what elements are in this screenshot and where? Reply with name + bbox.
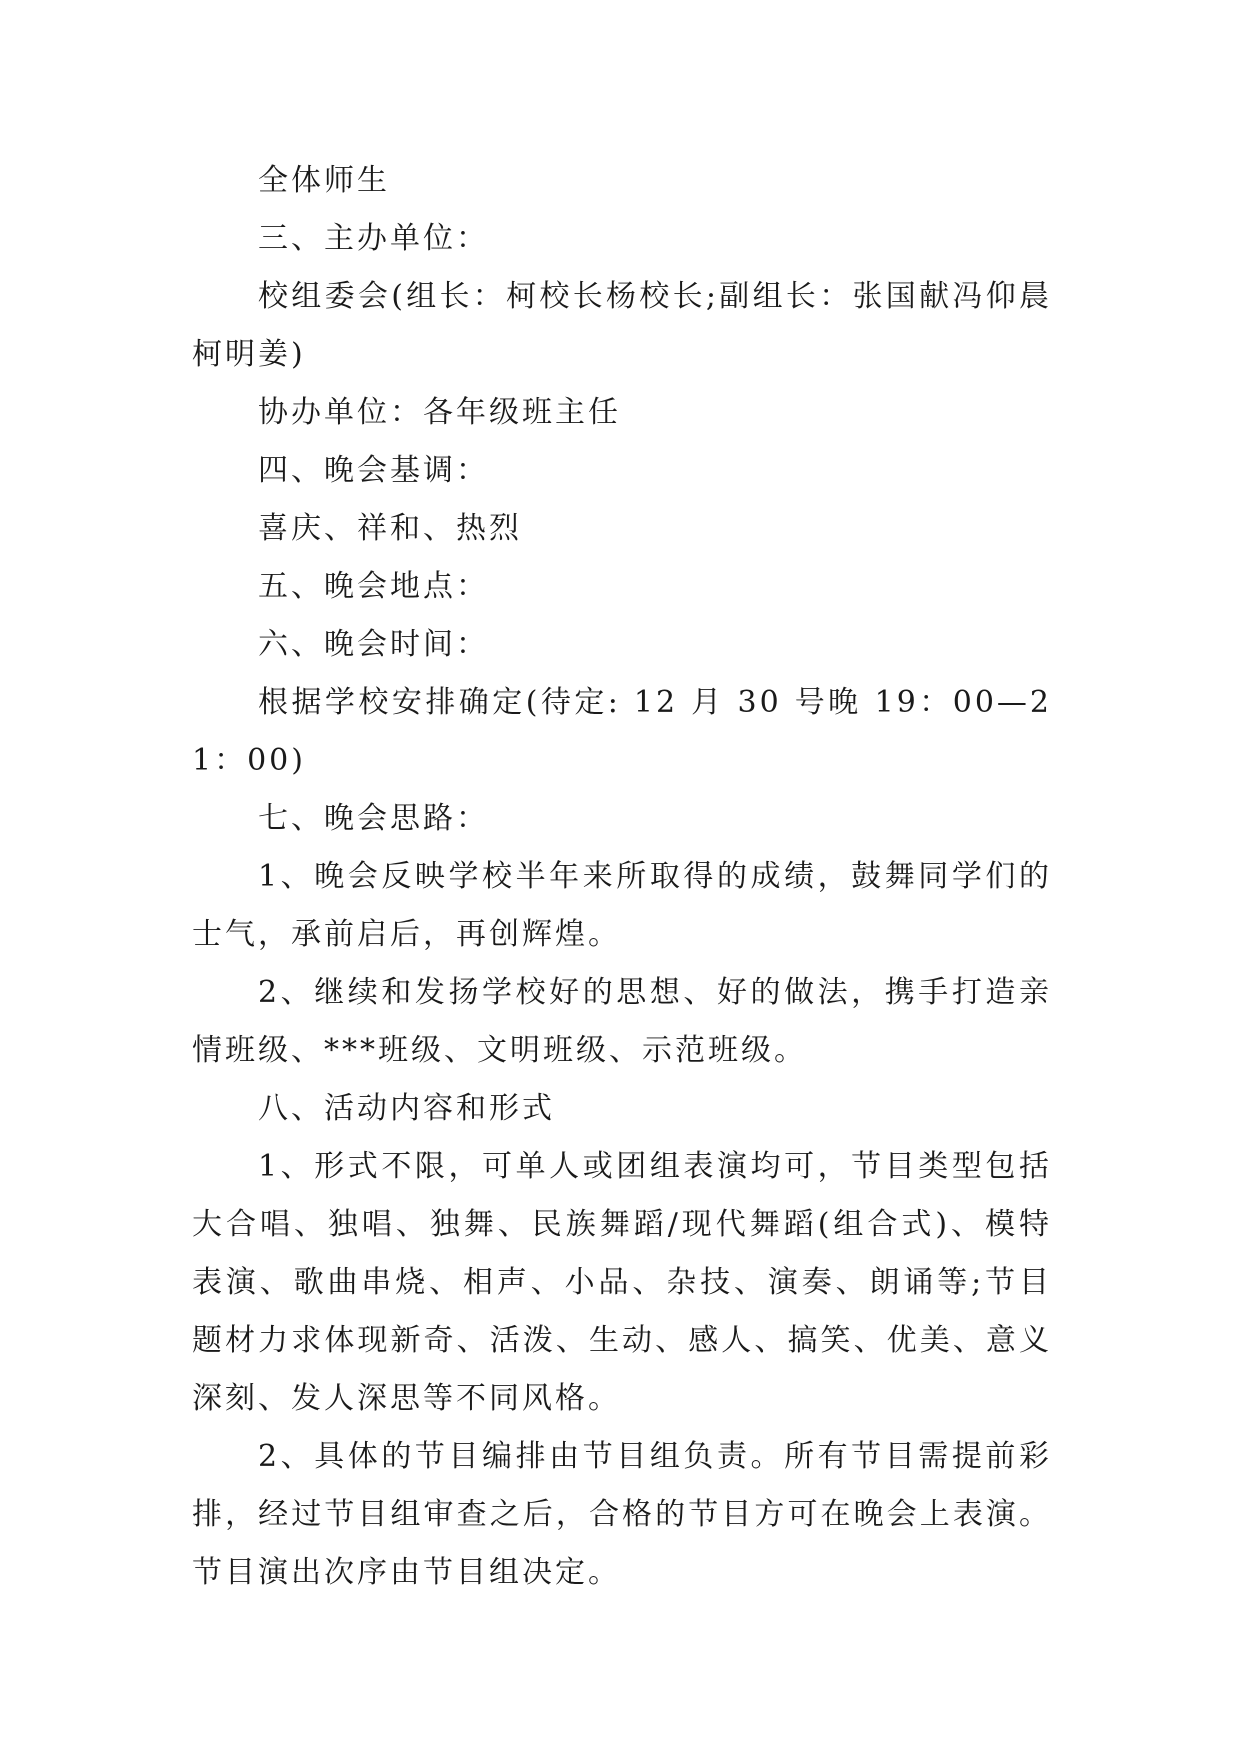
paragraph-concept-1: 1、晚会反映学校半年来所取得的成绩，鼓舞同学们的士气，承前启后，再创辉煌。	[192, 859, 1052, 952]
heading-organizer: 三、主办单位：	[258, 221, 489, 256]
paragraph-concept-2: 2、继续和发扬学校好的思想、好的做法，携手打造亲情班级、***班级、文明班级、示范班级。	[192, 975, 1052, 1068]
paragraph-format-2: 2、具体的节目编排由节目组负责。所有节目需提前彩排，经过节目组审查之后，合格的节目方可在晚会上表演。节目演出次序由节目组决定。	[192, 1439, 1052, 1590]
heading-time: 六、晚会时间：	[258, 627, 489, 662]
paragraph-time: 根据学校安排确定(待定: 12 月 30 号晚 19：00—21：00)	[192, 685, 1052, 778]
heading-content-format: 八、活动内容和形式	[258, 1091, 555, 1126]
paragraph-tone: 喜庆、祥和、热烈	[258, 511, 522, 546]
heading-concept: 七、晚会思路：	[258, 801, 489, 836]
heading-venue: 五、晚会地点：	[258, 569, 489, 604]
paragraph-organizer-committee: 校组委会(组长：柯校长杨校长;副组长：张国献冯仰晨柯明姜)	[192, 279, 1052, 372]
heading-tone: 四、晚会基调：	[258, 453, 489, 488]
paragraph-co-organizer: 协办单位：各年级班主任	[258, 395, 621, 430]
document-body	[192, 152, 1052, 1602]
paragraph-audience: 全体师生	[258, 163, 390, 198]
paragraph-format-1: 1、形式不限，可单人或团组表演均可，节目类型包括大合唱、独唱、独舞、民族舞蹈/现代舞蹈(组合式)、模特表演、歌曲串烧、相声、小品、杂技、演奏、朗诵等;节目题材力求体现新奇、活泼、生动、感人、搞笑、优美、意义深刻、发人深思等不同风格。	[192, 1149, 1052, 1416]
